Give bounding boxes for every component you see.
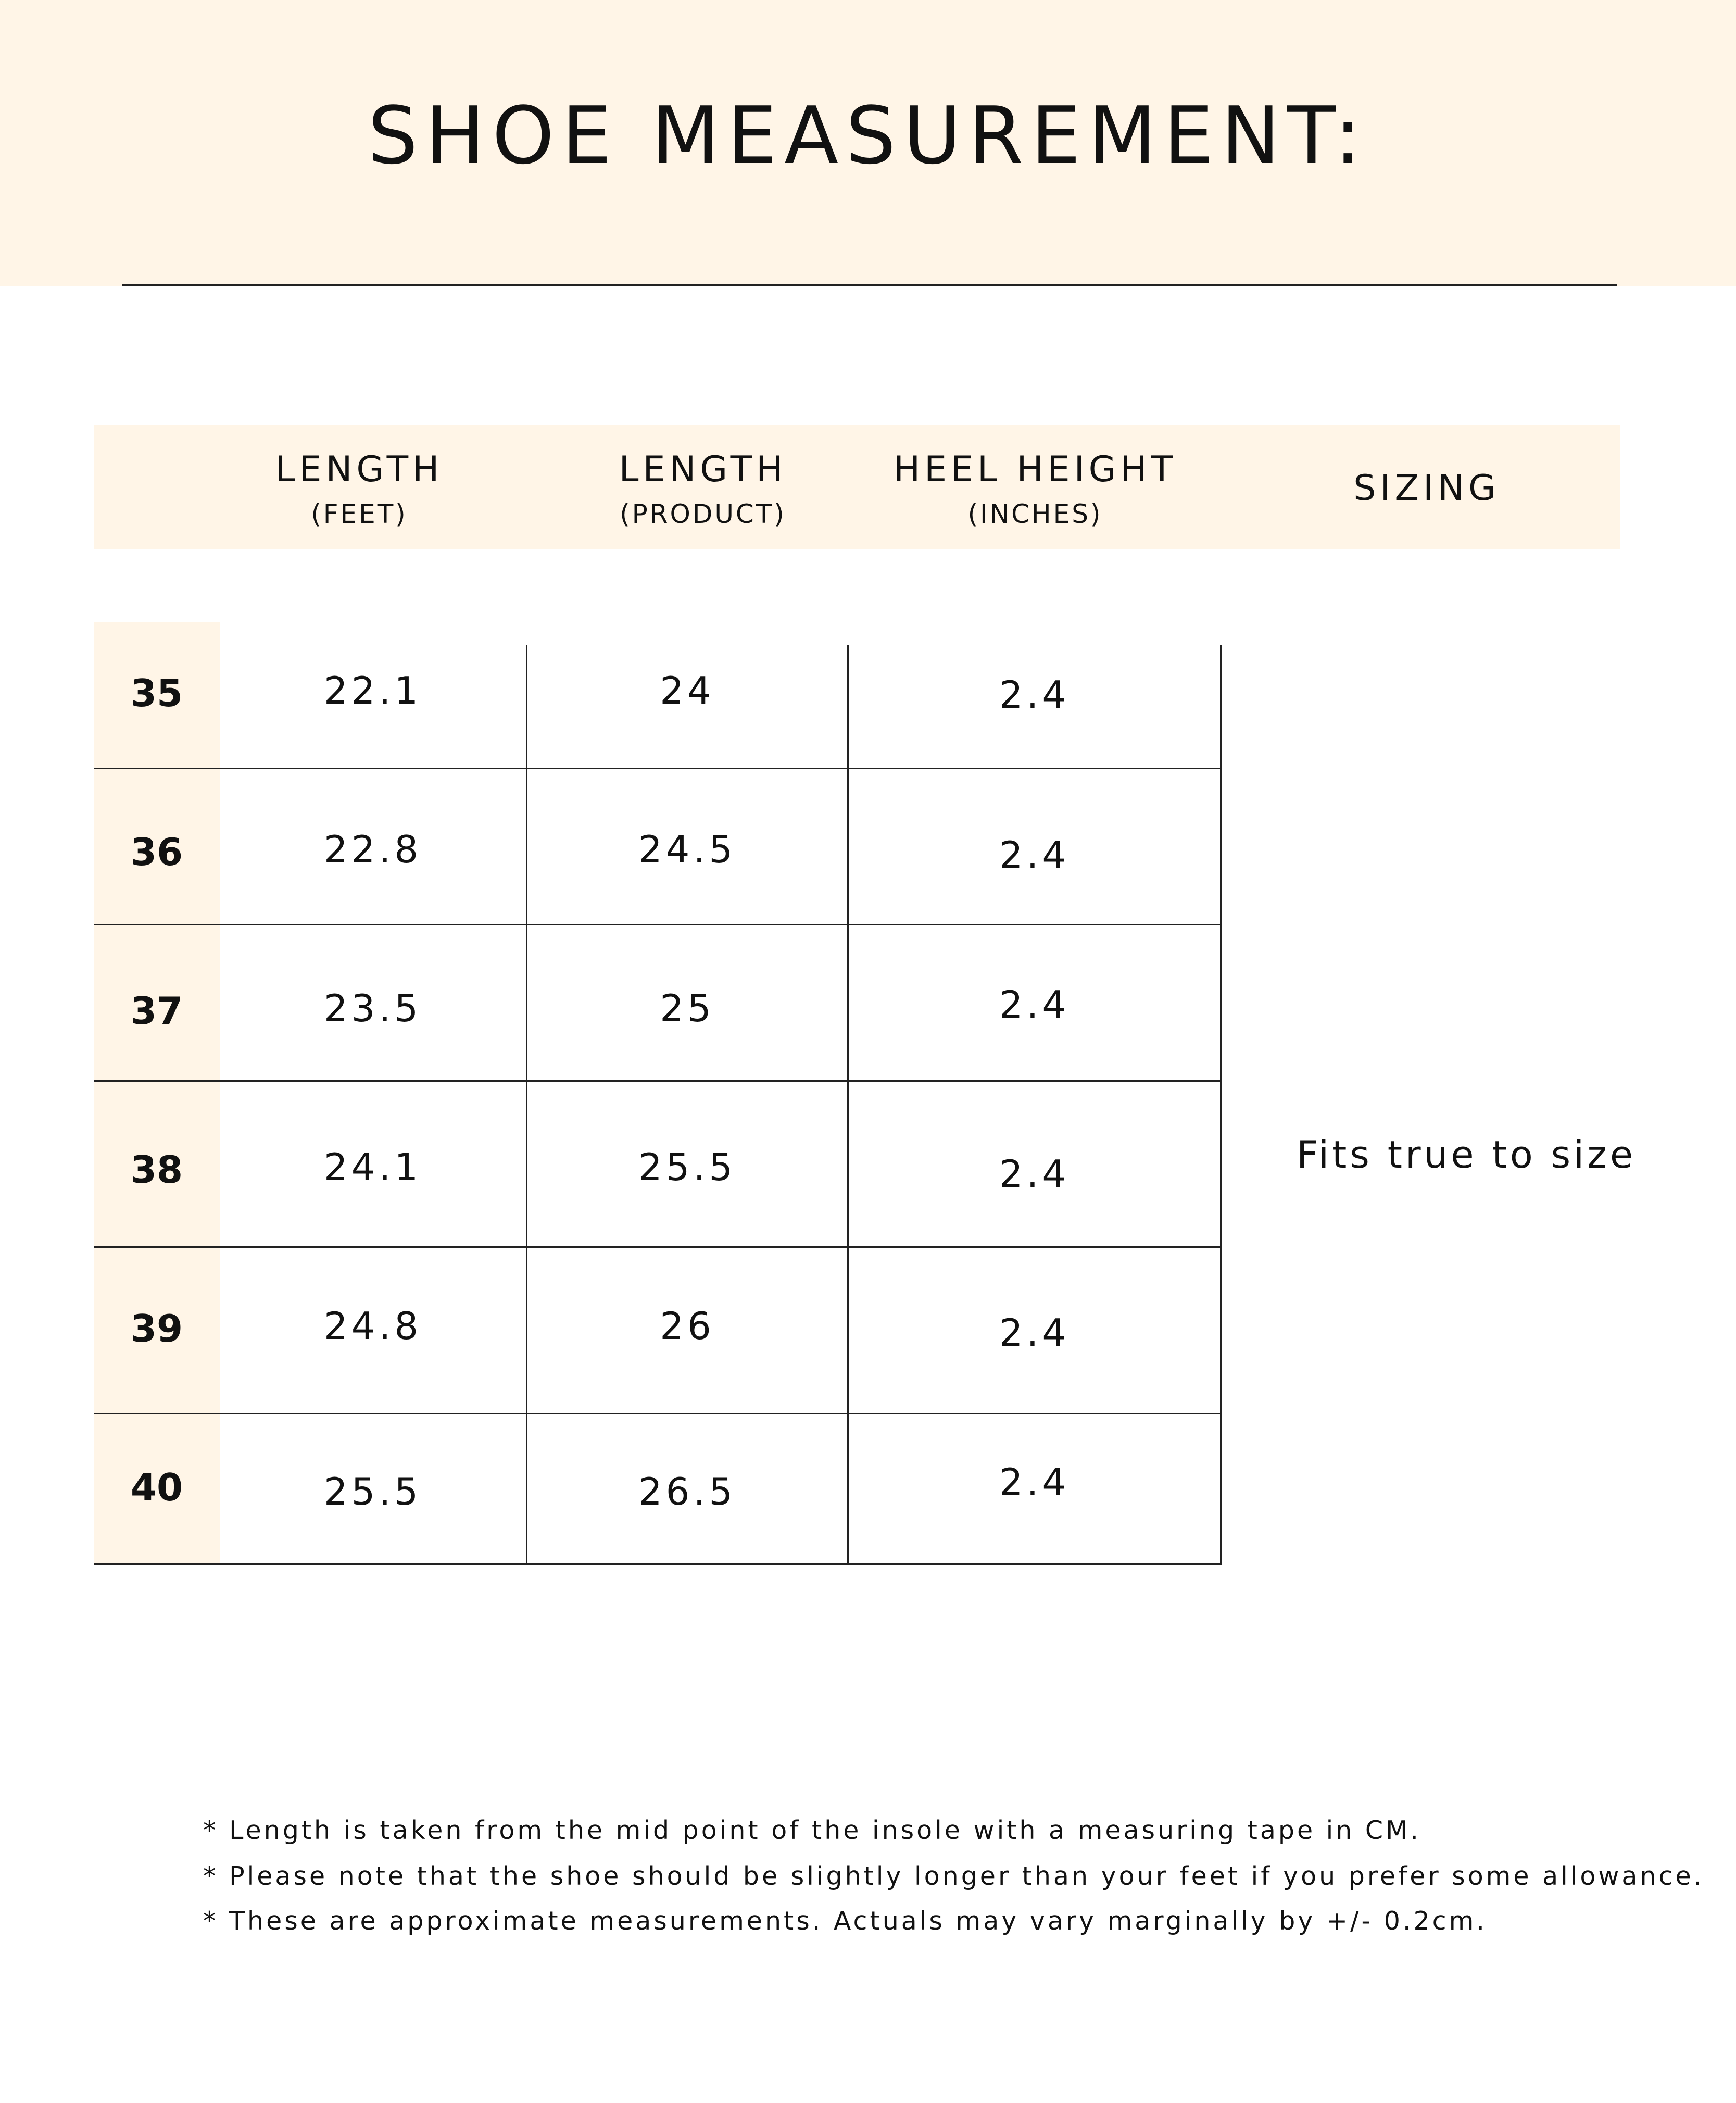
length-product-value: 26 [660, 1304, 715, 1348]
size-label: 39 [130, 1307, 183, 1350]
length-feet-value: 25.5 [323, 1470, 422, 1513]
sizing-note: Fits true to size [1297, 1133, 1637, 1176]
column-header-label: LENGTH [619, 449, 787, 490]
size-label: 38 [130, 1148, 183, 1192]
length-product-value: 24.5 [638, 828, 737, 871]
grid-vertical-line [526, 645, 527, 1565]
column-header-label: SIZING [1353, 468, 1500, 509]
column-header-length-product [573, 449, 833, 529]
size-label: 37 [130, 989, 183, 1033]
size-label: 35 [130, 671, 183, 715]
grid-horizontal-line [94, 768, 1222, 769]
length-feet-value: 22.8 [323, 828, 422, 871]
title-divider [122, 284, 1617, 286]
size-column-band [94, 622, 220, 1565]
heel-height-value: 2.4 [999, 673, 1070, 717]
heel-height-value: 2.4 [999, 1152, 1070, 1196]
heel-height-value: 2.4 [999, 983, 1070, 1027]
heel-height-value: 2.4 [999, 1311, 1070, 1355]
column-header-unit: (PRODUCT) [620, 499, 786, 529]
column-header-unit: (FEET) [311, 499, 408, 529]
length-product-value: 24 [660, 669, 715, 712]
size-label: 36 [130, 830, 183, 874]
column-header-sizing [1323, 468, 1531, 509]
column-header-label: HEEL HEIGHT [893, 449, 1177, 490]
length-product-value: 26.5 [638, 1470, 737, 1513]
heel-height-value: 2.4 [999, 833, 1070, 877]
length-product-value: 25.5 [638, 1145, 737, 1189]
footnote: * Please note that the shoe should be slightly longer than your feet if you prefer some allowance. [203, 1861, 1705, 1891]
grid-horizontal-line [94, 1246, 1222, 1248]
length-feet-value: 22.1 [323, 669, 422, 712]
length-product-value: 25 [660, 986, 715, 1030]
heel-height-value: 2.4 [999, 1460, 1070, 1504]
grid-vertical-line [1220, 645, 1222, 1565]
column-header-unit: (INCHES) [967, 499, 1103, 529]
page-title: SHOE MEASUREMENT: [368, 90, 1368, 182]
footnote: * Length is taken from the mid point of the insole with a measuring tape in CM. [203, 1816, 1421, 1845]
grid-vertical-line [847, 645, 849, 1565]
length-feet-value: 23.5 [323, 986, 422, 1030]
length-feet-value: 24.1 [323, 1145, 422, 1189]
grid-horizontal-line [94, 1080, 1222, 1082]
column-header-length-feet [229, 449, 489, 529]
grid-horizontal-line [94, 924, 1222, 925]
length-feet-value: 24.8 [323, 1304, 422, 1348]
grid-horizontal-line [94, 1563, 1222, 1565]
footnote: * These are approximate measurements. Actuals may vary marginally by +/- 0.2cm. [203, 1906, 1487, 1936]
column-header-heel-height [853, 449, 1217, 529]
size-label: 40 [130, 1466, 183, 1509]
grid-horizontal-line [94, 1413, 1222, 1414]
column-header-label: LENGTH [275, 449, 444, 490]
